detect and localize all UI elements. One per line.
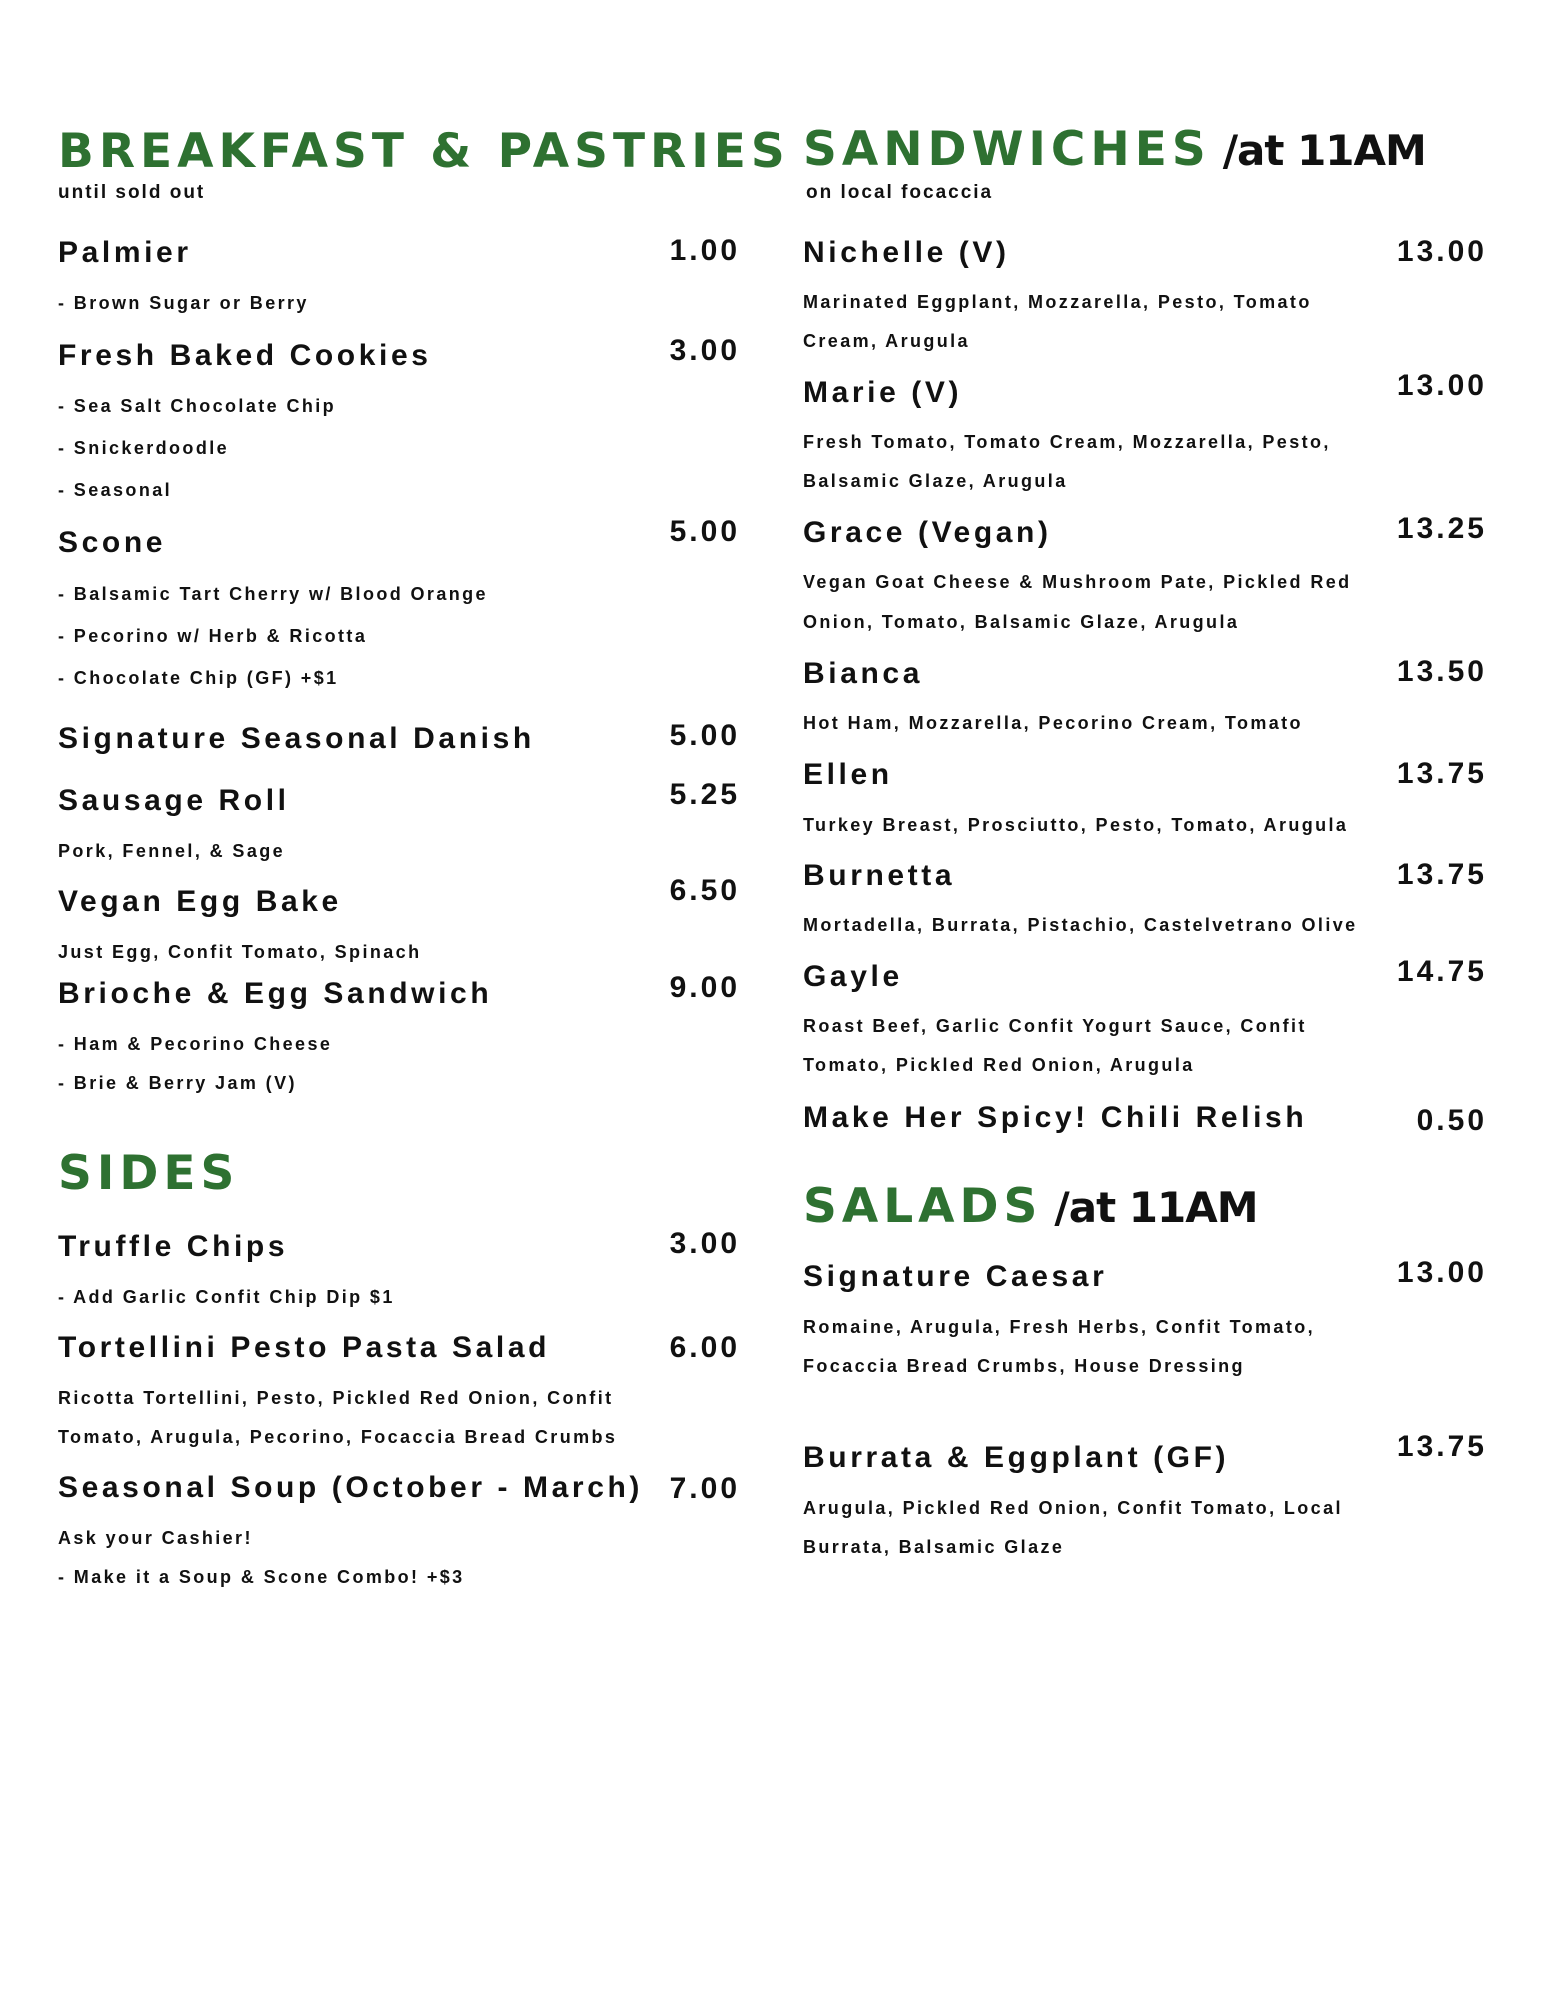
menu-item-description: Vegan Goat Cheese & Mushroom Pate, Pickled Red xyxy=(803,572,1352,592)
menu-item-name: Marie (V) xyxy=(803,376,963,409)
menu-item-description: Balsamic Glaze, Arugula xyxy=(803,471,1068,491)
menu-item-description: Burrata, Balsamic Glaze xyxy=(803,1537,1065,1557)
sandwiches-section-subtitle: on local focaccia xyxy=(806,182,994,203)
menu-item-description: Ask your Cashier! xyxy=(58,1528,253,1548)
menu-item-name: Bianca xyxy=(803,657,923,690)
menu-item-name: Ellen xyxy=(803,758,893,791)
breakfast-section-title: BREAKFAST & PASTRIES xyxy=(58,124,790,179)
menu-item-name: Fresh Baked Cookies xyxy=(58,339,432,372)
menu-item-price: 13.25 xyxy=(1396,512,1487,545)
menu-item-description: - Brie & Berry Jam (V) xyxy=(58,1073,297,1093)
menu-item-price: 5.00 xyxy=(669,719,740,752)
menu-item-description: - Balsamic Tart Cherry w/ Blood Orange xyxy=(58,584,488,604)
menu-item-description: - Ham & Pecorino Cheese xyxy=(58,1034,333,1054)
menu-item-price: 13.75 xyxy=(1396,757,1487,790)
salads-section-time: /at 11AM xyxy=(1054,1183,1258,1232)
menu-item-name: Grace (Vegan) xyxy=(803,516,1052,549)
menu-item-name: Scone xyxy=(58,526,167,559)
menu-item-price: 3.00 xyxy=(669,334,740,367)
menu-item-price: 0.50 xyxy=(1416,1104,1487,1137)
menu-item-name: Seasonal Soup (October - March) xyxy=(58,1471,644,1504)
menu-item-description: - Add Garlic Confit Chip Dip $1 xyxy=(58,1287,395,1307)
menu-item-price: 1.00 xyxy=(669,234,740,267)
menu-item-price: 5.00 xyxy=(669,515,740,548)
sandwiches-section-header xyxy=(803,122,1426,177)
menu-item-description: Turkey Breast, Prosciutto, Pesto, Tomato, Arugula xyxy=(803,815,1349,835)
menu-item-name: Signature Seasonal Danish xyxy=(58,722,535,755)
menu-item-description: Hot Ham, Mozzarella, Pecorino Cream, Tomato xyxy=(803,713,1303,733)
menu-item-description: - Snickerdoodle xyxy=(58,438,230,458)
menu-item-name: Burnetta xyxy=(803,859,956,892)
menu-item-price: 13.00 xyxy=(1396,1256,1487,1289)
menu-item-description: Arugula, Pickled Red Onion, Confit Tomato, Local xyxy=(803,1498,1343,1518)
menu-item-description: Tomato, Arugula, Pecorino, Focaccia Bread Crumbs xyxy=(58,1427,618,1447)
menu-item-price: 5.25 xyxy=(669,778,740,811)
menu-item-description: Fresh Tomato, Tomato Cream, Mozzarella, Pesto, xyxy=(803,432,1331,452)
menu-item-price: 3.00 xyxy=(669,1227,740,1260)
menu-item-price: 13.75 xyxy=(1396,1430,1487,1463)
menu-item-description: Marinated Eggplant, Mozzarella, Pesto, Tomato xyxy=(803,292,1312,312)
menu-item-price: 6.50 xyxy=(669,874,740,907)
menu-item-price: 9.00 xyxy=(669,971,740,1004)
salads-section-header xyxy=(803,1179,1258,1234)
menu-item-description: Pork, Fennel, & Sage xyxy=(58,841,286,861)
menu-item-description: Cream, Arugula xyxy=(803,331,970,351)
menu-item-description: - Brown Sugar or Berry xyxy=(58,293,309,313)
menu-item-name: Truffle Chips xyxy=(58,1230,289,1263)
menu-item-description: - Sea Salt Chocolate Chip xyxy=(58,396,337,416)
breakfast-section-subtitle: until sold out xyxy=(58,182,206,203)
menu-item-name: Sausage Roll xyxy=(58,784,290,817)
menu-item-name: Nichelle (V) xyxy=(803,236,1010,269)
menu-item-description: - Chocolate Chip (GF) +$1 xyxy=(58,668,339,688)
menu-item-description: Romaine, Arugula, Fresh Herbs, Confit Tomato, xyxy=(803,1317,1316,1337)
menu-item-price: 7.00 xyxy=(669,1472,740,1505)
menu-item-price: 13.00 xyxy=(1396,235,1487,268)
menu-item-description: Onion, Tomato, Balsamic Glaze, Arugula xyxy=(803,612,1240,632)
menu-item-price: 13.75 xyxy=(1396,858,1487,891)
menu-item-name: Vegan Egg Bake xyxy=(58,885,342,918)
menu-item-description: Just Egg, Confit Tomato, Spinach xyxy=(58,942,422,962)
menu-item-description: Ricotta Tortellini, Pesto, Pickled Red Onion, Confit xyxy=(58,1388,614,1408)
menu-item-name: Make Her Spicy! Chili Relish xyxy=(803,1101,1308,1134)
menu-item-description: - Seasonal xyxy=(58,480,173,500)
menu-item-name: Signature Caesar xyxy=(803,1260,1108,1293)
menu-item-price: 13.50 xyxy=(1396,655,1487,688)
menu-item-description: Mortadella, Burrata, Pistachio, Castelvetrano Olive xyxy=(803,915,1358,935)
sides-section-title: SIDES xyxy=(58,1146,240,1201)
menu-item-description: - Make it a Soup & Scone Combo! +$3 xyxy=(58,1567,465,1587)
menu-item-description: Tomato, Pickled Red Onion, Arugula xyxy=(803,1055,1195,1075)
menu-item-name: Brioche & Egg Sandwich xyxy=(58,977,493,1010)
menu-item-description: Roast Beef, Garlic Confit Yogurt Sauce, Confit xyxy=(803,1016,1307,1036)
menu-item-price: 13.00 xyxy=(1396,369,1487,402)
salads-section-title: SALADS xyxy=(803,1179,1043,1234)
menu-item-name: Burrata & Eggplant (GF) xyxy=(803,1441,1230,1474)
menu-item-name: Gayle xyxy=(803,960,903,993)
menu-item-price: 6.00 xyxy=(669,1331,740,1364)
menu-item-price: 14.75 xyxy=(1396,955,1487,988)
sandwiches-section-title: SANDWICHES xyxy=(803,122,1211,177)
menu-item-name: Palmier xyxy=(58,236,192,269)
menu-item-description: - Pecorino w/ Herb & Ricotta xyxy=(58,626,368,646)
menu-item-name: Tortellini Pesto Pasta Salad xyxy=(58,1331,551,1364)
sandwiches-section-time: /at 11AM xyxy=(1222,126,1426,175)
menu-item-description: Focaccia Bread Crumbs, House Dressing xyxy=(803,1356,1245,1376)
